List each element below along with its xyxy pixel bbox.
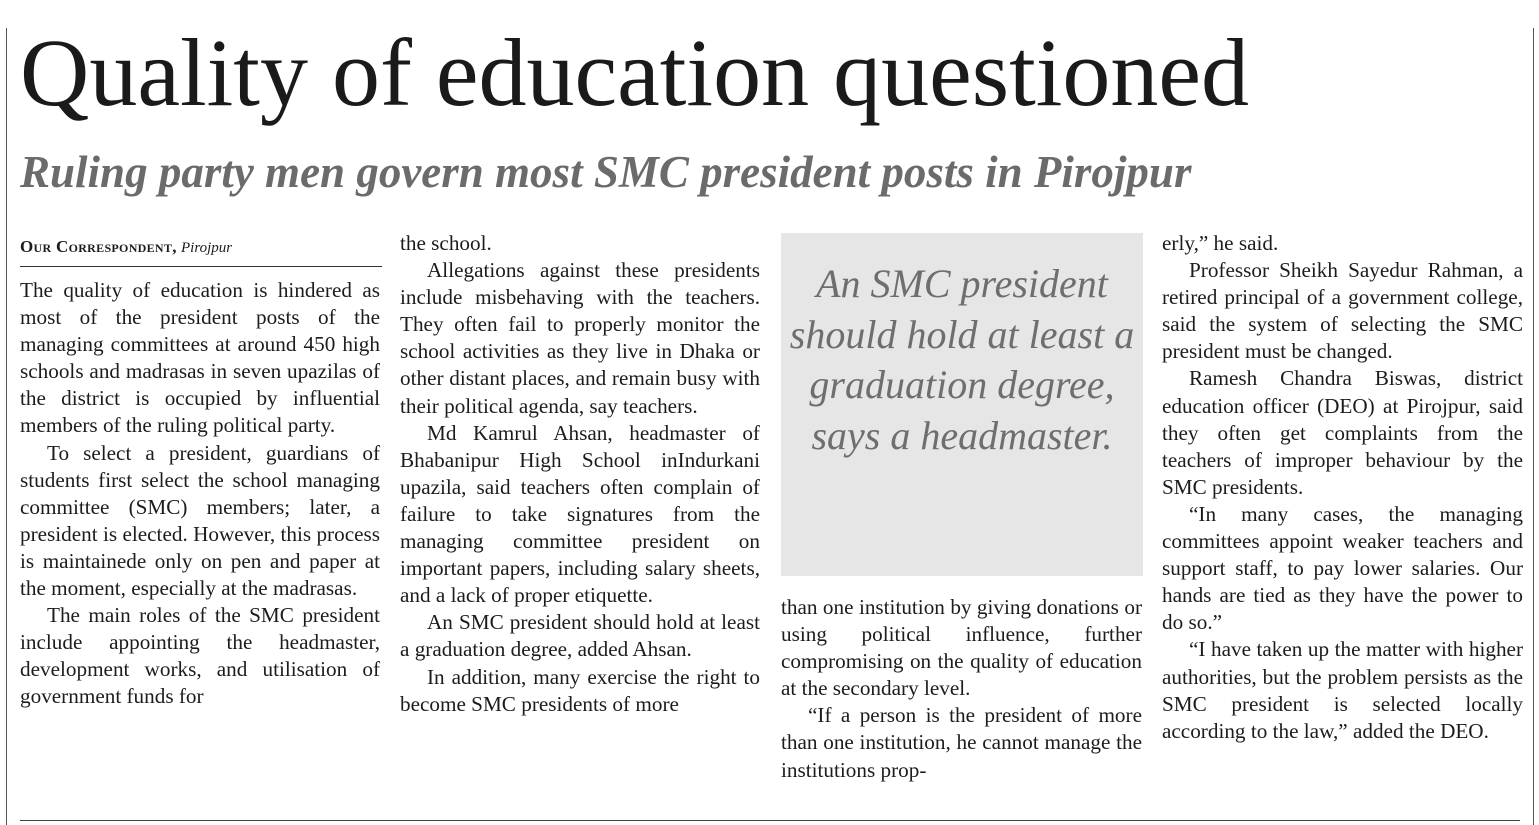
paragraph: Allegations against these presidents include misbehaving with the teachers. They often fail to properly monitor the school activities as they live in Dhaka or other distant places, and remain busy with their political agenda, say teachers.: [400, 258, 760, 418]
byline-place: Pirojpur: [181, 240, 233, 256]
paragraph: The quality of education is hindered as most of the president posts of the managing committees at around 450 high schools and madrasas in seven upazilas of the district is occupied by influential members of the ruling political party.: [20, 278, 380, 438]
paragraph: An SMC president should hold at least a graduation degree, added Ahsan.: [400, 610, 760, 662]
bottom-border-rule: [20, 820, 1520, 821]
pull-quote-box: [781, 233, 1143, 576]
byline: [20, 234, 382, 261]
paragraph: To select a president, guardians of students first select the school managing committee (SMC) members; later, a president is elected. However, this process is maintainede only on pen and paper at the moment, especially at the madrasas.: [20, 440, 380, 601]
article-column-1: [20, 277, 380, 711]
paragraph: erly,” he said.: [1162, 231, 1279, 255]
article-column-4: [1162, 230, 1523, 745]
paragraph: “I have taken up the matter with higher authorities, but the problem persists as the SMC president is selected locally according to the law,” added the DEO.: [1162, 637, 1523, 743]
paragraph: “In many cases, the managing committees appoint weaker teachers and support staff, to pay lower salaries. Our hands are tied as they have the power to do so.”: [1162, 501, 1523, 635]
article-column-3: [781, 594, 1142, 784]
paragraph: “If a person is the president of more than one institution, he cannot manage the institutions prop-: [781, 703, 1142, 782]
left-border-rule: [6, 28, 7, 825]
paragraph: Professor Sheikh Sayedur Rahman, a retired principal of a government college, said the system of selecting the SMC president must be changed.: [1162, 258, 1523, 364]
byline-name: Our Correspondent,: [20, 237, 177, 256]
pull-quote: An SMC president should hold at least a graduation degree, says a headmaster.: [789, 261, 1135, 458]
right-border-rule: [1533, 28, 1534, 825]
paragraph: Md Kamrul Ahsan, headmaster of Bhabanipur High School inIndurkani upazila, said teachers often complain of failure to take signatures from the managing committee president on important papers, including salary sheets, and a lack of proper etiquette.: [400, 420, 760, 608]
headline: Quality of education questioned: [20, 19, 1250, 126]
paragraph: In addition, many exercise the right to become SMC presidents of more: [400, 664, 760, 716]
paragraph: the school.: [400, 231, 492, 255]
subheadline: Ruling party men govern most SMC president posts in Pirojpur: [20, 147, 1192, 197]
paragraph: than one institution by giving donations or using political influence, further compromising on the quality of education at the secondary level.: [781, 595, 1142, 701]
byline-divider: [20, 266, 382, 267]
article-column-2: [400, 230, 760, 718]
paragraph: The main roles of the SMC president include appointing the headmaster, development works, and utilisation of government funds for: [20, 603, 380, 709]
paragraph: Ramesh Chandra Biswas, district education officer (DEO) at Pirojpur, said they often get complaints from the teachers of improper behaviour by the SMC presidents.: [1162, 366, 1523, 499]
